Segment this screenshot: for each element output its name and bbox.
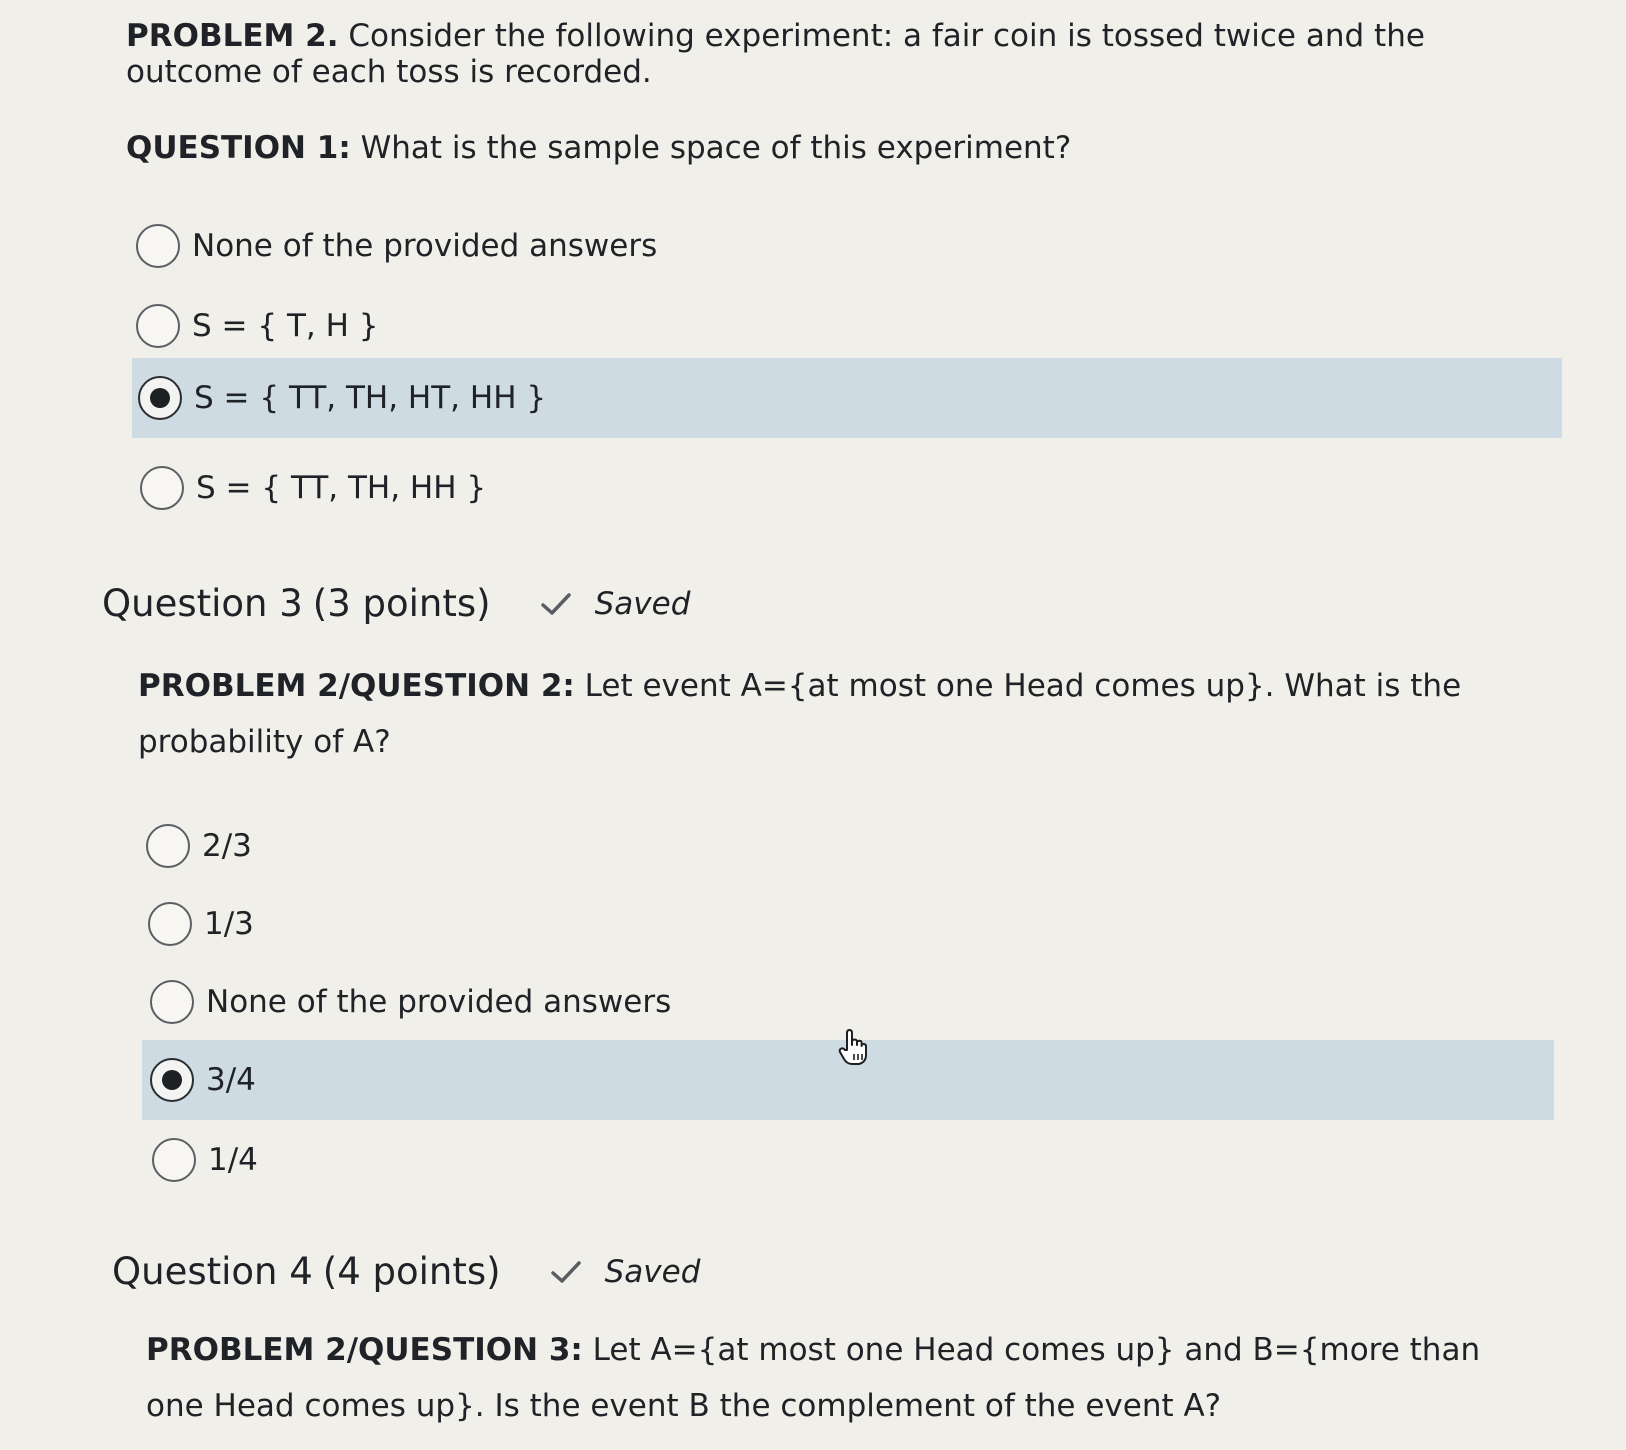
problem-intro xyxy=(126,18,1526,90)
question4-prompt xyxy=(146,1322,1546,1434)
question1-prompt xyxy=(126,130,1526,166)
hand-pointer-icon xyxy=(836,1028,870,1066)
option-label: S = { TT, TH, HT, HH } xyxy=(194,380,547,416)
question4-header xyxy=(112,1250,700,1293)
question3-header xyxy=(102,582,690,625)
question3-points: (3 points) xyxy=(312,582,491,625)
question3-prompt xyxy=(138,658,1538,770)
question4-points: (4 points) xyxy=(322,1250,501,1293)
option-label: None of the provided answers xyxy=(206,984,672,1020)
question1-text: What is the sample space of this experiment? xyxy=(360,130,1072,166)
problem-label: PROBLEM 2. xyxy=(126,18,339,54)
q3-option-1-4[interactable] xyxy=(142,1120,1554,1200)
radio-dot xyxy=(150,388,170,408)
radio-button[interactable] xyxy=(136,304,180,348)
question3-number: Question 3 xyxy=(102,582,303,625)
question4-number: Question 4 xyxy=(112,1250,313,1293)
q1-option-th[interactable] xyxy=(132,286,1562,366)
radio-dot xyxy=(162,1070,182,1090)
option-label: S = { T, H } xyxy=(192,308,379,344)
option-label: 3/4 xyxy=(206,1062,256,1098)
question4-text: Let A={at most one Head comes up} and B={more than one Head comes up}. Is the event B the complement of the event A? xyxy=(146,1332,1481,1424)
radio-button[interactable] xyxy=(152,1138,196,1182)
question1-label: QUESTION 1: xyxy=(126,130,351,166)
q1-option-tt-th-hh[interactable] xyxy=(132,448,1562,528)
radio-button[interactable] xyxy=(148,902,192,946)
radio-button[interactable] xyxy=(138,376,182,420)
question4-status: Saved xyxy=(604,1253,701,1290)
radio-button[interactable] xyxy=(150,980,194,1024)
question4-label: PROBLEM 2/QUESTION 3: xyxy=(146,1332,583,1368)
question3-text: Let event A={at most one Head comes up}. What is the probability of A? xyxy=(138,668,1462,760)
check-icon xyxy=(539,587,573,621)
radio-button[interactable] xyxy=(150,1058,194,1102)
option-label: 1/3 xyxy=(204,906,254,942)
radio-button[interactable] xyxy=(136,224,180,268)
problem-text: Consider the following experiment: a fair coin is tossed twice and the outcome of each toss is recorded. xyxy=(126,18,1425,90)
radio-button[interactable] xyxy=(140,466,184,510)
question3-label: PROBLEM 2/QUESTION 2: xyxy=(138,668,575,704)
question3-status: Saved xyxy=(594,585,691,622)
radio-button[interactable] xyxy=(146,824,190,868)
q1-option-tt-th-ht-hh[interactable] xyxy=(132,358,1562,438)
q3-option-2-3[interactable] xyxy=(142,806,1554,886)
option-label: S = { TT, TH, HH } xyxy=(196,470,487,506)
option-label: None of the provided answers xyxy=(192,228,658,264)
q1-option-none[interactable] xyxy=(132,206,1562,286)
option-label: 1/4 xyxy=(208,1142,258,1178)
option-label: 2/3 xyxy=(202,828,252,864)
check-icon xyxy=(549,1255,583,1289)
q3-option-1-3[interactable] xyxy=(142,884,1554,964)
